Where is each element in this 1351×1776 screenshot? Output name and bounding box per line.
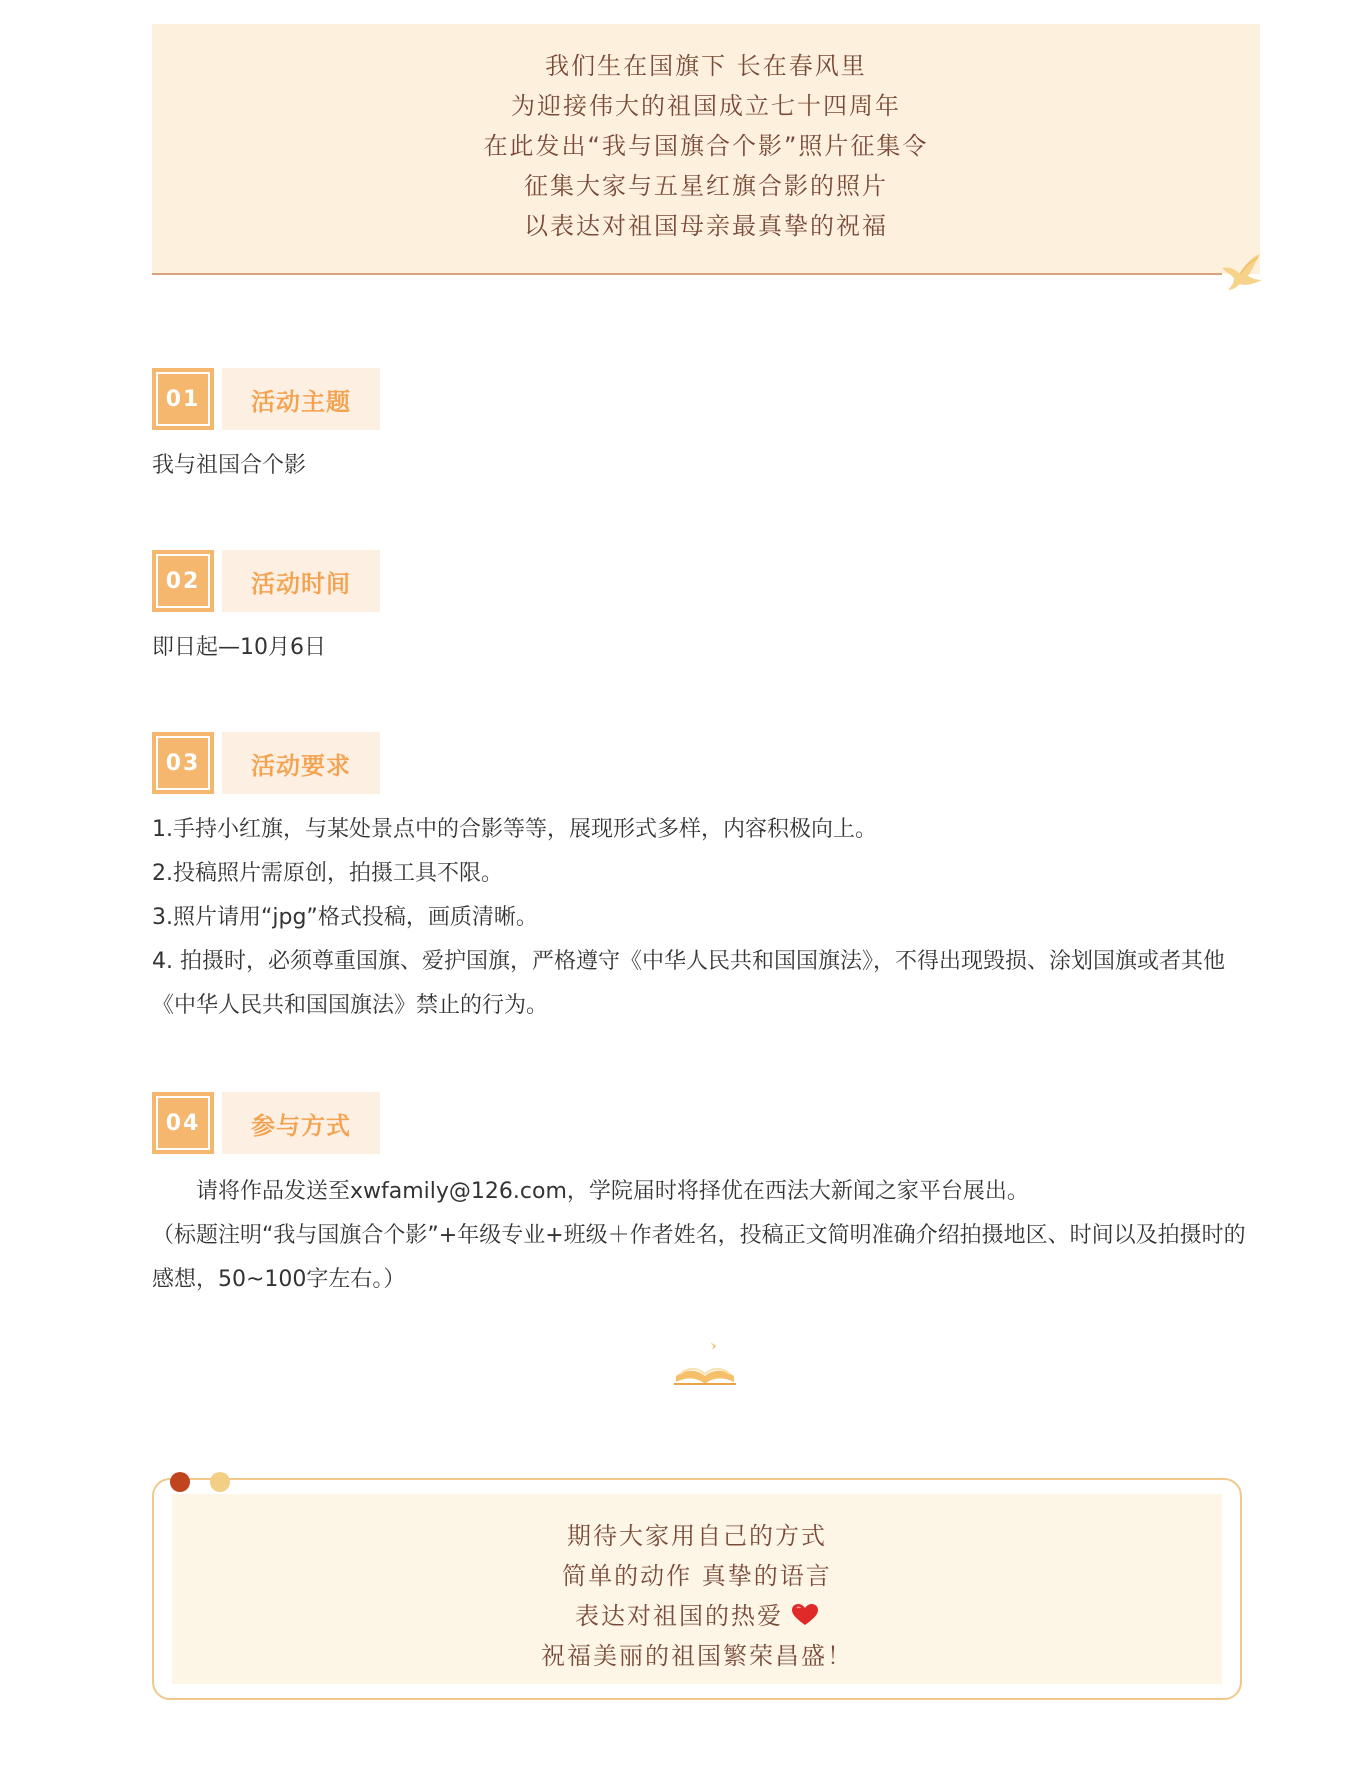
closing-line — [172, 1596, 1222, 1636]
section-number-box — [152, 1092, 214, 1154]
section-title-box — [222, 732, 380, 794]
book-icon — [670, 1340, 740, 1390]
section-title-box — [222, 368, 380, 430]
section-title-box — [222, 1092, 380, 1154]
paragraph: 即日起—10月6日 — [152, 635, 326, 660]
section-number: 01 — [165, 386, 201, 412]
paragraph: 3.照片请用“jpg”格式投稿，画质清晰。 — [152, 905, 538, 930]
section-title-box — [222, 550, 380, 612]
section-title: 活动主题 — [251, 387, 351, 416]
paragraph: （标题注明“我与国旗合个影”+年级专业+班级＋作者姓名，投稿正文简明准确介绍拍摄地区、时间以及拍摄时的感想，50~100字左右。） — [152, 1223, 1246, 1292]
section-number-box — [152, 550, 214, 612]
paragraph: 2.投稿照片需原创，拍摄工具不限。 — [152, 861, 503, 886]
closing-line: 祝福美丽的祖国繁荣昌盛！ — [541, 1642, 853, 1670]
section-number-box — [152, 732, 214, 794]
decor-dot-yellow — [210, 1472, 230, 1492]
heart-icon — [791, 1603, 819, 1627]
section-body-requirements — [152, 808, 1260, 1028]
closing-card — [152, 1478, 1242, 1700]
section-body-participation — [152, 1170, 1260, 1302]
closing-lines — [172, 1516, 1222, 1676]
closing-line-text: 表达对祖国的热爱 — [575, 1602, 783, 1630]
intro-line: 为迎接伟大的祖国成立七十四周年 — [511, 92, 901, 120]
closing-line: 期待大家用自己的方式 — [567, 1522, 827, 1550]
intro-line: 征集大家与五星红旗合影的照片 — [524, 172, 888, 200]
intro-banner — [152, 24, 1260, 274]
closing-card-inner — [172, 1494, 1222, 1684]
intro-lines — [152, 46, 1260, 246]
intro-line: 以表达对祖国母亲最真挚的祝福 — [524, 212, 888, 240]
section-number: 02 — [165, 568, 201, 594]
section-body-time — [152, 626, 1260, 670]
section-title: 活动要求 — [251, 751, 351, 780]
paragraph: 4. 拍摄时，必须尊重国旗、爱护国旗，严格遵守《中华人民共和国国旗法》，不得出现毁损、涂划国旗或者其他《中华人民共和国国旗法》禁止的行为。 — [152, 949, 1225, 1018]
section-title: 活动时间 — [251, 569, 351, 598]
decor-dot-red — [170, 1472, 190, 1492]
intro-line: 我们生在国旗下 长在春风里 — [545, 52, 867, 80]
paragraph: 请将作品发送至xwfamily@126.com，学院届时将择优在西法大新闻之家平台展出。 — [196, 1179, 1029, 1204]
section-title: 参与方式 — [251, 1111, 351, 1140]
dove-icon — [1218, 252, 1264, 292]
section-number-box — [152, 368, 214, 430]
section-number: 04 — [165, 1110, 201, 1136]
intro-divider — [152, 273, 1222, 275]
section-body-theme — [152, 444, 1260, 488]
paragraph: 1.手持小红旗，与某处景点中的合影等等，展现形式多样，内容积极向上。 — [152, 817, 877, 842]
closing-line: 简单的动作 真挚的语言 — [562, 1562, 832, 1590]
intro-line: 在此发出“我与国旗合个影”照片征集令 — [483, 132, 929, 160]
paragraph: 我与祖国合个影 — [152, 453, 307, 478]
section-number: 03 — [165, 750, 201, 776]
